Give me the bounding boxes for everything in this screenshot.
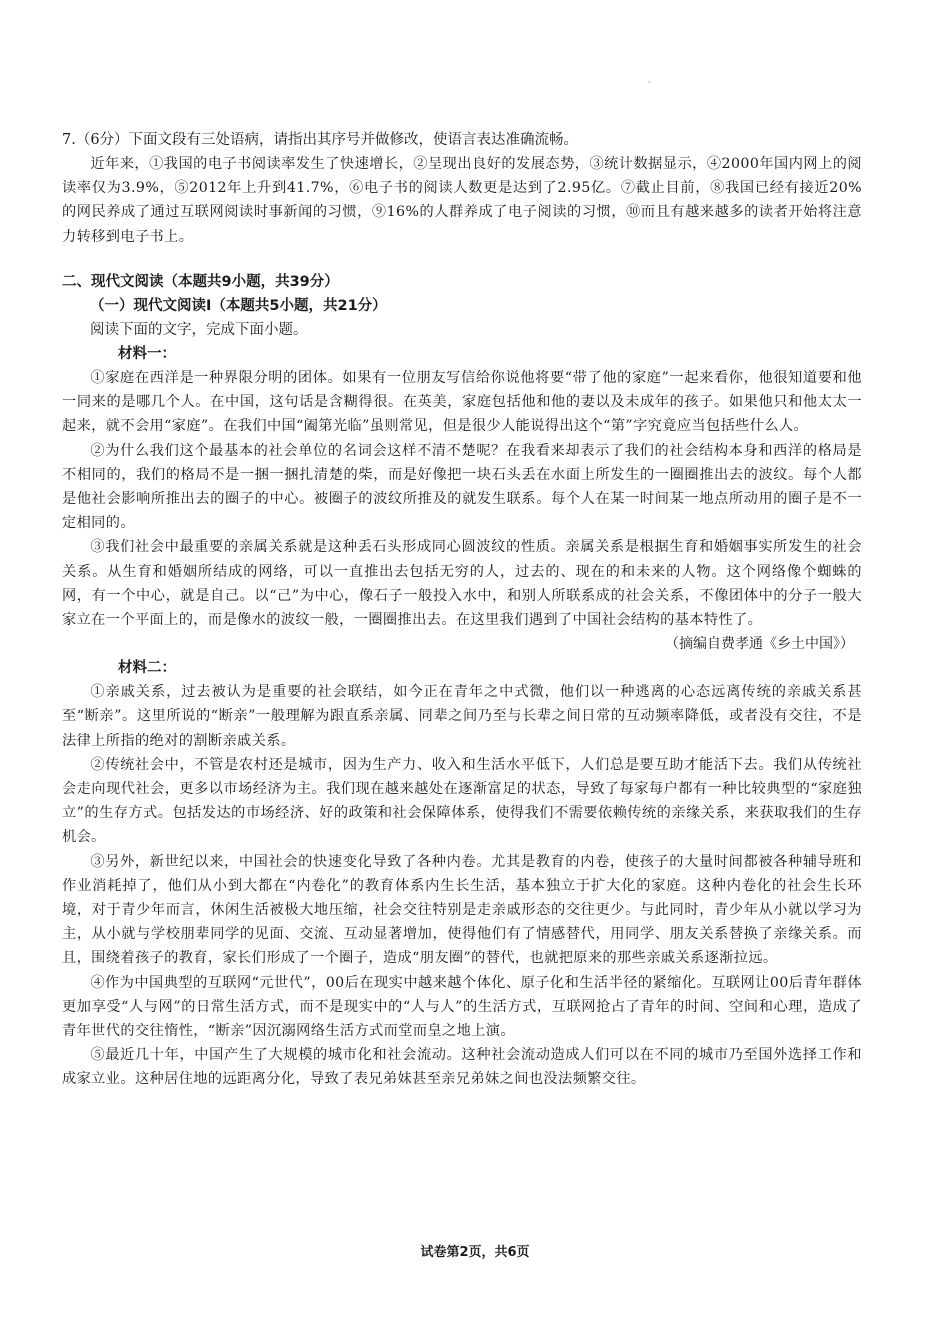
section-2-title: 二、现代文阅读（本题共9小题，共39分） <box>62 274 339 290</box>
material-2-paragraph: ②传统社会中，不管是农村还是城市，因为生产力、收入和生活水平低下，人们总是要互助才能活下去。我们从传统社会走向现代社会，更多以市场经济为主。我们现在越来越处在逐渐富足的状态，导致了每家每户都有一种比较典型的“家庭独立”的生存方式。包括发达的市场经济、好的政策和社会保障体系，使得我们不需要依赖传统的亲缘关系，来获取我们的生存机会。 <box>62 756 862 846</box>
section-2-instruction: 阅读下面的文字，完成下面小题。 <box>90 322 308 338</box>
section-2-subtitle: （一）现代文阅读Ⅰ（本题共5小题，共21分） <box>90 298 387 314</box>
scan-mark: · <box>648 78 651 87</box>
page-footer: 试卷第2页，共6页 <box>420 1245 530 1260</box>
section-2 <box>62 270 862 1092</box>
material-1-label: 材料一： <box>118 346 176 362</box>
material-2-paragraph: ③另外，新世纪以来，中国社会的快速变化导致了各种内卷。尤其是教育的内卷，使孩子的大量时间都被各种辅导班和作业消耗掉了，他们从小到大都在“内卷化”的教育体系内生长生活，基本独立于扩大化的家庭。这种内卷化的社会生长环境，对于青少年而言，休闲生活被极大地压缩，社会交往特别是走亲戚形态的交往更少。与此同时，青少年从小就以学习为主，从小就与学校朋辈同学的见面、交流、互动显著增加，使得他们有了情感替代，用同学、朋友关系替换了亲缘关系。而且，围绕着孩子的教育，家长们形成了一个圈子，造成“朋友圈”的替代，也就把原来的那些亲戚关系逐渐拉远。 <box>62 853 862 967</box>
question-7-prompt: 7.（6分）下面文段有三处语病，请指出其序号并做修改，使语言表达准确流畅。 <box>62 132 579 148</box>
material-2-paragraph: ⑤最近几十年，中国产生了大规模的城市化和社会流动。这种社会流动造成人们可以在不同的城市乃至国外选择工作和成家立业。这种居住地的远距离分化，导致了表兄弟妹甚至亲兄弟妹之间也没法频繁交往。 <box>62 1047 862 1088</box>
material-2-label: 材料二： <box>118 660 176 677</box>
material-1-source: （摘编自费孝通《乡土中国》） <box>665 636 854 653</box>
question-7 <box>62 128 862 249</box>
material-1-paragraph: ③我们社会中最重要的亲属关系就是这种丢石头形成同心圆波纹的性质。亲属关系是根据生育和婚姻事实所发生的社会关系。从生育和婚姻所结成的网络，可以一直推出去包括无穷的人，过去的、现在的和未来的人物。这个网络像个蜘蛛的网，有一个中心，就是自己。以“己”为中心，像石子一般投入水中，和别人所联系成的社会关系，不像团体中的分子一般大家立在一个平面上的，而是像水的波纹一般，一圈圈推出去。在这里我们遇到了中国社会结构的基本特性了。 <box>62 539 862 629</box>
material-1-paragraph: ②为什么我们这个最基本的社会单位的名词会这样不清不楚呢？在我看来却表示了我们的社会结构本身和西洋的格局是不相同的，我们的格局不是一捆一捆扎清楚的柴，而是好像把一块石头丢在水面上所发生的一圈圈推出去的波纹。每个人都是他社会影响所推出去的圈子的中心。被圈子的波纹所推及的就发生联系。每个人在某一时间某一地点所动用的圈子是不一定相同的。 <box>62 442 862 532</box>
material-2-paragraph: ①亲戚关系，过去被认为是重要的社会联结，如今正在青年之中式微，他们以一种逃离的心态远离传统的亲戚关系甚至“断亲”。这里所说的“断亲”一般理解为跟直系亲属、同辈之间乃至与长辈之间日常的互动频率降低，或者没有交往，不是法律上所指的绝对的割断亲戚关系。 <box>62 684 862 749</box>
material-2-paragraph: ④作为中国典型的互联网“元世代”，00后在现实中越来越个体化、原子化和生活半径的紧缩化。互联网让00后青年群体更加享受“人与网”的日常生活方式，而不是现实中的“人与人”的生活方式，互联网抢占了青年的时间、空间和心理，造成了青年世代的交往惰性，“断亲”因沉溺网络生活方式而堂而皇之地上演。 <box>62 974 862 1040</box>
material-1-paragraph: ①家庭在西洋是一种界限分明的团体。如果有一位朋友写信给你说他将要“带了他的家庭”一起来看你，他很知道要和他一同来的是哪几个人。在中国，这句话是含糊得很。在英美，家庭包括他和他的妻以及未成年的孩子。如果他只和他太太一起来，就不会用“家庭”。在我们中国“阖第光临”虽则常见，但是很少人能说得出这个“第”字究竟应当包括些什么人。 <box>62 370 862 435</box>
question-7-passage: 近年来，①我国的电子书阅读率发生了快速增长，②呈现出良好的发展态势，③统计数据显示，④2000年国内网上的阅读率仅为3.9%，⑤2012年上升到41.7%，⑥电子书的阅读人数更是达到了2.95亿。⑦截止目前，⑧我国已经有接近20%的网民养成了通过互联网阅读时事新闻的习惯，⑨16%的人群养成了电子阅读的习惯，⑩而且有越来越多的读者开始将注意力转移到电子书上。 <box>62 156 862 245</box>
